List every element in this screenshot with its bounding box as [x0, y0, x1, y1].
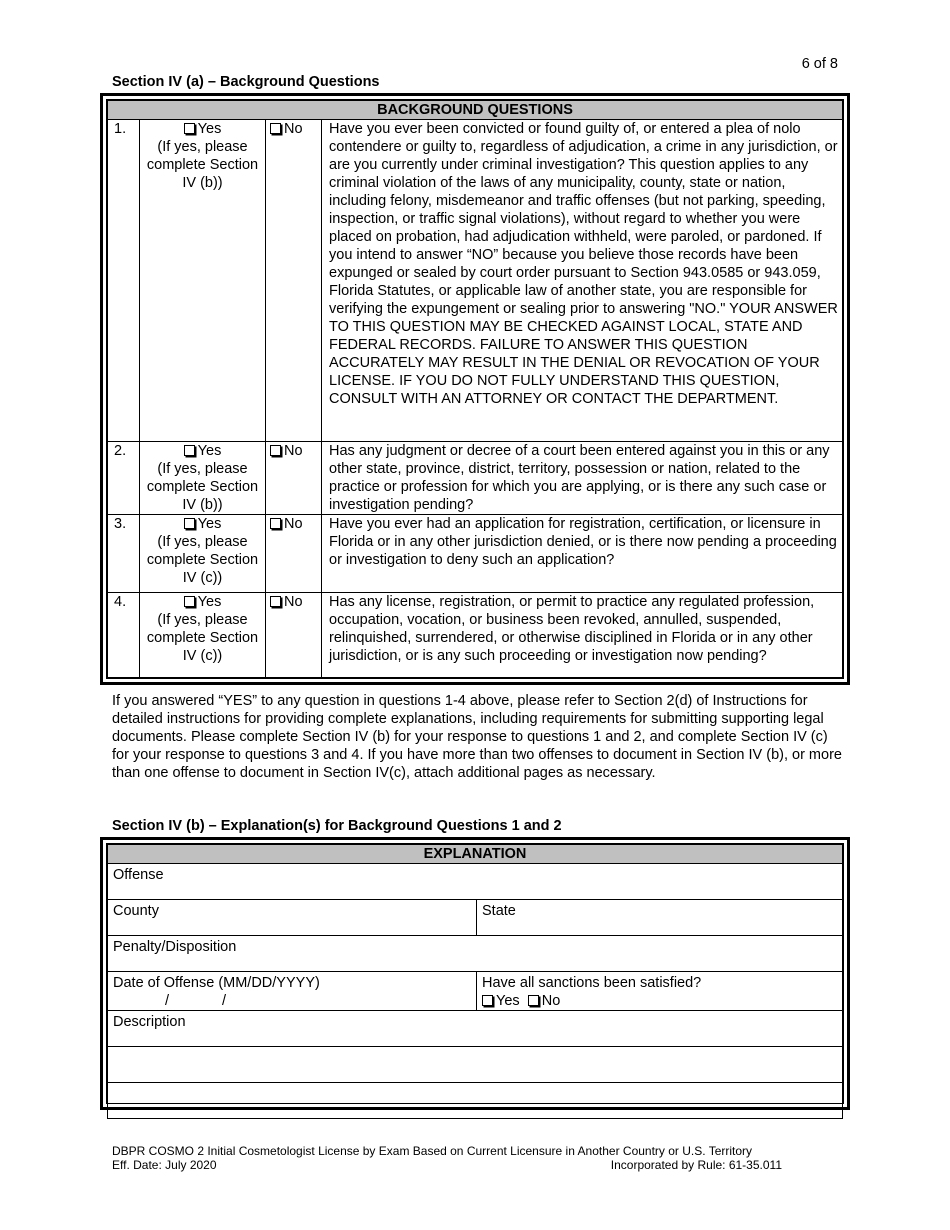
no-label: No	[284, 121, 303, 137]
section-b-title: Section IV (b) – Explanation(s) for Background Questions 1 and 2	[112, 818, 562, 834]
footer-eff-date: Eff. Date: July 2020	[112, 1158, 217, 1172]
sanctions-yes-label: Yes	[496, 993, 520, 1009]
sanctions-no-checkbox[interactable]	[528, 995, 539, 1006]
sanctions-field	[477, 972, 843, 1011]
no-label: No	[284, 443, 303, 459]
explanation-box	[100, 837, 850, 1110]
yes-note: (If yes, please complete Section IV (c))	[146, 534, 259, 586]
no-option	[266, 442, 322, 515]
question-number: 2.	[108, 442, 140, 515]
yes-label: Yes	[197, 594, 222, 610]
explanation-table	[107, 844, 843, 1119]
yes-checkbox[interactable]	[184, 596, 195, 607]
yes-label: Yes	[197, 121, 222, 137]
description-line[interactable]	[108, 1083, 843, 1119]
date-separators: / /	[165, 993, 227, 1009]
state-field[interactable]	[477, 900, 843, 936]
question-row	[108, 120, 843, 442]
county-label: County	[113, 903, 159, 919]
date-of-offense-label: Date of Offense (MM/DD/YYYY)	[113, 975, 320, 991]
background-questions-table	[107, 100, 843, 678]
yes-option	[140, 593, 266, 678]
description-label: Description	[113, 1014, 186, 1030]
offense-field[interactable]	[108, 864, 843, 900]
footer-form-title: DBPR COSMO 2 Initial Cosmetologist License by Exam Based on Current Licensure in Another Country or U.S. Territory	[112, 1144, 753, 1158]
sanctions-yes-checkbox[interactable]	[482, 995, 493, 1006]
no-checkbox[interactable]	[270, 445, 281, 456]
question-text: Have you ever had an application for registration, certification, or licensure in Florida or in any other jurisdiction denied, or is there now pending a proceeding or investigation to deny such an application?	[322, 515, 843, 593]
yes-checkbox[interactable]	[184, 123, 195, 134]
no-label: No	[284, 594, 303, 610]
question-number: 1.	[108, 120, 140, 442]
background-questions-box	[100, 93, 850, 685]
sanctions-label: Have all sanctions been satisfied?	[482, 975, 702, 991]
question-number: 3.	[108, 515, 140, 593]
yes-checkbox[interactable]	[184, 518, 195, 529]
state-label: State	[482, 903, 516, 919]
question-row	[108, 593, 843, 678]
yes-option	[140, 515, 266, 593]
description-field[interactable]	[108, 1011, 843, 1047]
no-checkbox[interactable]	[270, 123, 281, 134]
yes-option	[140, 442, 266, 515]
no-label: No	[284, 516, 303, 532]
no-checkbox[interactable]	[270, 596, 281, 607]
no-option	[266, 515, 322, 593]
no-option	[266, 120, 322, 442]
question-row	[108, 515, 843, 593]
sanctions-no-label: No	[541, 993, 561, 1009]
footer-rule: Incorporated by Rule: 61-35.011	[610, 1158, 782, 1172]
yes-note: (If yes, please complete Section IV (c))	[146, 612, 259, 664]
page-number: 6 of 8	[801, 56, 838, 72]
offense-label: Offense	[113, 867, 164, 883]
question-number: 4.	[108, 593, 140, 678]
explanation-header: EXPLANATION	[108, 845, 843, 864]
yes-label: Yes	[197, 516, 222, 532]
penalty-disposition-label: Penalty/Disposition	[113, 939, 237, 955]
question-text: Has any license, registration, or permit to practice any regulated profession, occupation, vocation, or business been revoked, annulled, suspended, relinquished, surrendered, or otherwise disciplined in Florida or in any other jurisdiction, or is any such proceeding or investigation now pending?	[322, 593, 843, 678]
section-a-title: Section IV (a) – Background Questions	[112, 74, 380, 90]
yes-note: (If yes, please complete Section IV (b))	[146, 139, 259, 191]
description-line[interactable]	[108, 1047, 843, 1083]
question-text: Has any judgment or decree of a court been entered against you in this or any other state, province, district, territory, possession or nation, related to the practice or profession for which you are applying, or is there any such case or investigation pending?	[322, 442, 843, 515]
question-row	[108, 442, 843, 515]
yes-note: (If yes, please complete Section IV (b))	[146, 461, 259, 513]
no-checkbox[interactable]	[270, 518, 281, 529]
question-text: Have you ever been convicted or found guilty of, or entered a plea of nolo contendere or guilty to, regardless of adjudication, a crime in any jurisdiction, or are you currently under criminal investigation? This question applies to any criminal violation of the laws of any municipality, county, state or nation, including felony, misdemeanor and traffic offenses (but not parking, speeding, inspection, or traffic signal violations), without regard to whether you were placed on probation, had adjudication withheld, were paroled, or pardoned. If you intend to answer “NO” because you believe those records have been expunged or sealed by court order pursuant to Section 943.0585 or 943.059, Florida Statutes, or applicable law of another state, you are responsible for verifying the expungement or sealing prior to answering "NO." YOUR ANSWER TO THIS QUESTION MAY BE CHECKED AGAINST LOCAL, STATE AND FEDERAL RECORDS. FAILURE TO ANSWER THIS QUESTION ACCURATELY MAY RESULT IN THE DENIAL OR REVOCATION OF YOUR LICENSE. IF YOU DO NOT FULLY UNDERSTAND THIS QUESTION, CONSULT WITH AN ATTORNEY OR CONTACT THE DEPARTMENT.	[322, 120, 843, 442]
no-option	[266, 593, 322, 678]
county-field[interactable]	[108, 900, 477, 936]
yes-label: Yes	[197, 443, 222, 459]
date-of-offense-field[interactable]	[108, 972, 477, 1011]
penalty-disposition-field[interactable]	[108, 936, 843, 972]
background-questions-header: BACKGROUND QUESTIONS	[108, 101, 843, 120]
yes-checkbox[interactable]	[184, 445, 195, 456]
footer	[112, 1144, 782, 1172]
yes-option	[140, 120, 266, 442]
instructions-paragraph: If you answered “YES” to any question in questions 1-4 above, please refer to Section 2(d) of Instructions for detailed instructions for providing complete explanations, including requirements for submitting supporting legal documents. Please complete Section IV (b) for your response to questions 1 and 2, and complete Section IV (c) for your response to questions 3 and 4. If you have more than two offenses to document in Section IV (b), or more than one offense to document in Section IV(c), attach additional pages as necessary.	[112, 693, 842, 781]
